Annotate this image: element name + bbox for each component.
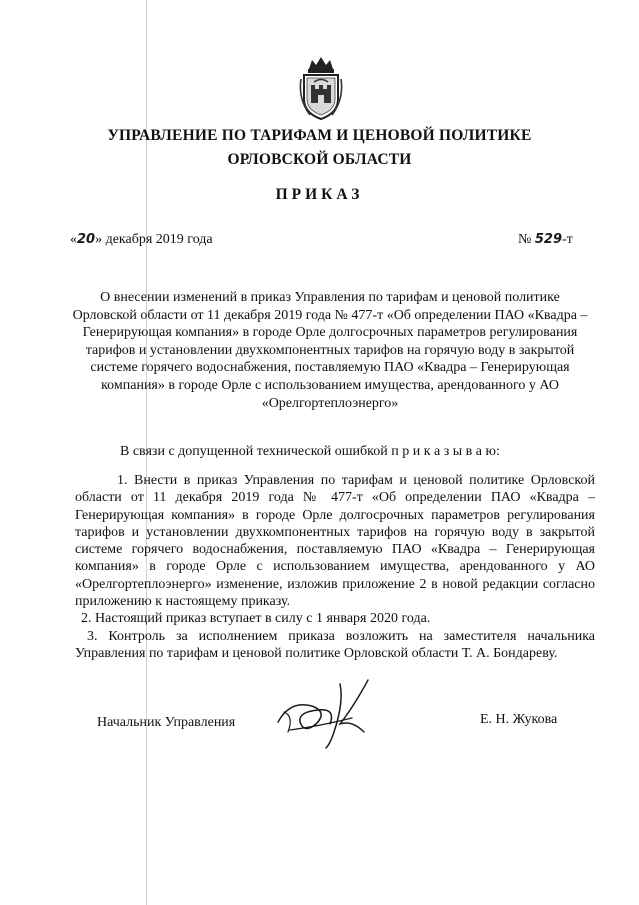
coat-of-arms-icon	[298, 55, 344, 123]
order-item-2: 2. Настоящий приказ вступает в силу с 1 января 2020 года.	[81, 611, 431, 627]
document-type-title: ПРИКАЗ	[275, 186, 364, 203]
signatory-title: Начальник Управления	[97, 715, 236, 730]
date-open-quote: «	[70, 232, 77, 247]
document-date	[70, 232, 213, 248]
preamble-text: В связи с допущенной технической ошибкой п р и к а з ы в а ю:	[120, 444, 500, 459]
handwritten-signature-icon	[270, 672, 390, 752]
document-number	[518, 232, 573, 248]
order-item-3: 3. Контроль за исполнением приказа возложить на заместителя начальника Управления по тарифам и ценовой политике Орловской области Т. А. Бондареву.	[75, 628, 595, 661]
document-subject: О внесении изменений в приказ Управления по тарифам и ценовой политике Орловской области от 11 декабря 2019 года № 477-т «Об определении ПАО «Квадра – Генерирующая компания» в городе Орле долгосрочных параметров регулирования тарифов и установлении двухкомпонентных тарифов на горячую воду в закрытой системе горячего водоснабжения, поставляемую ПАО «Квадра – Генерирующая компания» в городе Орле с использованием имущества, арендованного у АО «Орелгортеплоэнерго»	[72, 290, 588, 411]
order-item-1: 1. Внести в приказ Управления по тарифам и ценовой политике Орловской области от 11 декабря 2019 года № 477-т «Об определении ПАО «Квадра – Генерирующая компания» в городе Орле долгосрочных параметров регулирования тарифов и установлении двухкомпонентных тарифов на горячую воду в закрытой системе горячего водоснабжения, поставляемую ПАО «Квадра – Генерирующая компания» в городе Орле с использованием имущества, арендованного у АО «Орелгортеплоэнерго» изменение, изложив приложение 2 в новой редакции согласно приложению к настоящему приказу.	[75, 473, 595, 610]
date-month-year: » декабря 2019 года	[95, 232, 213, 247]
organization-name-line1: УПРАВЛЕНИЕ ПО ТАРИФАМ И ЦЕНОВОЙ ПОЛИТИКЕ	[107, 127, 532, 144]
date-day-handwritten: 20	[77, 232, 96, 247]
number-prefix: №	[518, 232, 532, 247]
order-items	[75, 472, 595, 662]
organization-name-line2: ОРЛОВСКОЙ ОБЛАСТИ	[227, 151, 412, 168]
signatory-name: Е. Н. Жукова	[480, 712, 558, 727]
number-handwritten: 529	[534, 232, 562, 247]
number-suffix: -т	[562, 232, 573, 247]
